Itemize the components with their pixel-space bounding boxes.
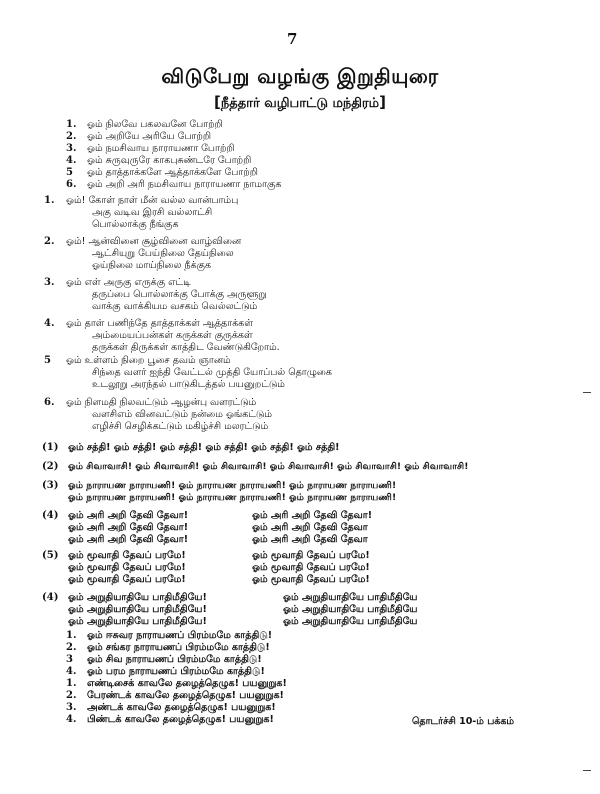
- page-number: 7: [287, 30, 298, 48]
- verse-line: ஓம் நிளமதி நிலவட்டும் ஆழன்பு வளரட்டும்: [66, 397, 257, 408]
- list-item: 4. ஓம் பரம நாராயணப் பிரம்மமே காத்திடு!: [66, 666, 265, 677]
- verse-line: ஆட்சியுறு பேய்நிலை தேய்நிலை: [92, 248, 234, 259]
- verse-line: ஓம் உள்ளம் நிறை பூசை தவம் ஞானம்: [66, 355, 231, 366]
- chant-line-left: ஓம் அரி அறி தேவி தேவா!: [68, 522, 189, 533]
- verse-line: ஓம் தாள் பணிந்தே தாத்தாக்கள் ஆத்தாக்கள்: [66, 318, 253, 329]
- chant-moovathi: [0, 550, 600, 586]
- verse-line: ஓம் எள் அருகு எருக்கு எட்டி: [66, 277, 191, 288]
- chant-line-right: ஓம் மூவாதி தேவப் பரமே!: [252, 550, 370, 561]
- list-item: 1. ஓம் நிலவே பகலவனே போற்றி: [66, 119, 223, 130]
- verse-number: 6.: [44, 397, 55, 408]
- verse-line: சிந்தை வளர் ஐந்தி வேட்டல் முத்தி யோப்பல் தொழுகை: [92, 367, 332, 378]
- chant-line: ஓம் சிவாவாசி! ஓம் சிவாவாசி! ஓம் சிவாவாசி! ஓம் சிவாவாசி! ஓம் சிவாவாசி! ஓம் சிவாவாசி!: [68, 461, 469, 472]
- chant-line-right: ஓம் அறுதியாதியே பாதிமீதியே: [283, 604, 418, 615]
- verse-line: உடலூறு அரந்தல் பாடுகிடத்தல் பயனுறட்டும்: [92, 379, 285, 390]
- list-item: 4. ஓம் சுருவுருரே காகபுசுண்டரே போற்றி: [66, 155, 252, 166]
- verse-2: [0, 236, 600, 272]
- chant-line-right: ஓம் அறுதியாதியே பாதிமீதியே: [283, 592, 418, 603]
- verse-line: பொல்லாக்கு நீங்குக: [92, 219, 179, 230]
- list-item: 1. ஓம் ஈசுவர நாராயணப் பிரம்மமே காத்திடு!: [66, 630, 273, 641]
- verse-line: தருக்கள் திருக்கள் காத்திட வேண்டுகிறோம்.: [92, 342, 280, 353]
- verse-3: [0, 277, 600, 313]
- chant-number: (3): [42, 480, 59, 491]
- page-title: விடுபேறு வழங்கு இறுதியுரை: [161, 64, 439, 88]
- chant-narayana: [0, 480, 600, 504]
- list-item: 6. ஓம் அறி அரி நமசிவாய நாராயணா நாமாகுக: [66, 179, 282, 190]
- chant-line: ஓம் சத்தி! ஓம் சத்தி! ஓம் சத்தி! ஓம் சத்தி! ஓம் சத்தி! ஓம் சத்தி!: [68, 442, 340, 453]
- verse-line: அம்மையப்பன்கள் கருக்கள் குருக்கள்: [92, 330, 253, 341]
- subtitle-text: நீத்தார் வழிபாட்டு மந்திரம்: [220, 96, 380, 111]
- chant-line-left: ஓம் அரி அறி தேவி தேவா!: [68, 534, 189, 545]
- verse-number: 2.: [44, 236, 55, 247]
- invocation-list: [0, 119, 600, 191]
- chant-number: (1): [42, 442, 59, 453]
- chant-line-right: ஓம் அறுதியாதியே பாதிமீதியே: [283, 616, 418, 627]
- chant-line-right: ஓம் அரி அறி தேவி தேவா!: [252, 510, 373, 521]
- list-item: 1. எண்டிசைக் காவலே தழைத்தெழுக! பயனுறுக!: [66, 678, 287, 689]
- list-item: 3. அண்டக் காவலே தழைத்தெழுக! பயனுறுக!: [66, 702, 276, 713]
- list-item: 2. ஓம் சங்கர நாராயணப் பிரம்மமே காத்திடு!: [66, 642, 270, 653]
- chant-line: ஓம் நாராயண நாராயணி! ஓம் நாராயண நாராயணி! ஓம் நாராயண நாராயணி!: [68, 480, 397, 491]
- scan-edge-mark: [583, 392, 591, 393]
- verse-line: ஓம்! ஆன்வினை சூழ்வினை வாழ்வினை: [66, 236, 242, 247]
- chant-number: (4): [42, 510, 59, 521]
- chant-sivavasi: [0, 461, 600, 473]
- chant-line-left: ஓம் அறுதியாதியே பாதிமீதியே!: [68, 616, 207, 627]
- chant-number: (2): [42, 461, 59, 472]
- chant-number: (5): [42, 550, 59, 561]
- protection-list: [0, 630, 600, 726]
- verse-1: [0, 195, 600, 231]
- verse-number: 3.: [44, 277, 55, 288]
- verse-number: 4.: [44, 318, 55, 329]
- verse-line: வாக்கு வாக்கியம வசகம் வெல்லட்டும்: [92, 301, 258, 312]
- page-subtitle: [நீத்தார் வழிபாட்டு மந்திரம்]: [214, 93, 386, 111]
- chant-line-left: ஓம் அரி அறி தேவி தேவா!: [68, 510, 189, 521]
- chant-line-right: ஓம் அரி அறி தேவி தேவா: [252, 522, 368, 533]
- list-item: 2. பேரண்டக் காவலே தழைத்தெழுக! பயனுறுக!: [66, 690, 284, 701]
- verse-line: எழிச்சி செழிக்கட்டும் மகிழ்ச்சி மலரட்டும்: [92, 421, 269, 432]
- chant-sakthi: [0, 442, 600, 454]
- verse-6: [0, 397, 600, 433]
- verse-line: ஓய்நிலை மாய்நிலை நீக்குக: [92, 260, 212, 271]
- scan-edge-mark: [583, 770, 591, 771]
- chant-line-left: ஓம் அறுதியாதியே பாதிமீதியே!: [68, 592, 207, 603]
- verse-line: வளசிஎம் வினவட்டும் நன்மை ஓங்கட்டும்: [92, 409, 273, 420]
- verse-4: [0, 318, 600, 354]
- verse-line: ஓம்! கோள் நாள் மீன் வல்ல வான்பாம்பு: [66, 195, 239, 206]
- list-item: 3. ஓம் நமசிவாய நாராயணா போற்றி: [66, 143, 235, 154]
- verse-5: [0, 355, 600, 391]
- chant-line-left: ஓம் மூவாதி தேவப் பரமே!: [68, 550, 186, 561]
- verse-number: 1.: [44, 195, 55, 206]
- chant-devi: [0, 510, 600, 546]
- verse-line: அகு வடிவ இரசி வல்லாட்சி: [92, 207, 213, 218]
- chant-line-right: ஓம் அரி அறி தேவி தேவா: [252, 534, 368, 545]
- list-item: 5 ஓம் தாத்தாக்களே ஆத்தாக்களே போற்றி: [66, 167, 258, 178]
- chant-line: ஓம் நாராயண நாராயணி! ஓம் நாராயண நாராயணி! ஓம் நாராயண நாராயணி!: [68, 492, 397, 503]
- continuation-note: தொடர்ச்சி 10-ம் பக்கம்: [412, 716, 515, 727]
- verse-number: 5: [44, 355, 51, 366]
- list-item: 3 ஓம் சிவ நாராயணப் பிரம்மமே காத்திடு!: [66, 654, 262, 665]
- verse-line: தருப்பை பொல்லாக்கு போக்கு அருளூறு: [92, 289, 267, 300]
- list-item: 2. ஓம் அறியே அரியே போற்றி: [66, 131, 211, 142]
- chant-line-right: ஓம் மூவாதி தேவப் பரமே!: [252, 574, 370, 585]
- chant-line-left: ஓம் மூவாதி தேவப் பரமே!: [68, 562, 186, 573]
- chant-line-left: ஓம் மூவாதி தேவப் பரமே!: [68, 574, 186, 585]
- chant-line-left: ஓம் அறுதியாதியே பாதிமீதியே!: [68, 604, 207, 615]
- chant-aruthiyathi: [0, 592, 600, 628]
- list-item: 4. பிண்டக் காவலே தழைத்தெழுக! பயனுறுக!: [66, 714, 274, 725]
- chant-line-right: ஓம் மூவாதி தேவப் பரமே!: [252, 562, 370, 573]
- chant-number: (4): [42, 592, 59, 603]
